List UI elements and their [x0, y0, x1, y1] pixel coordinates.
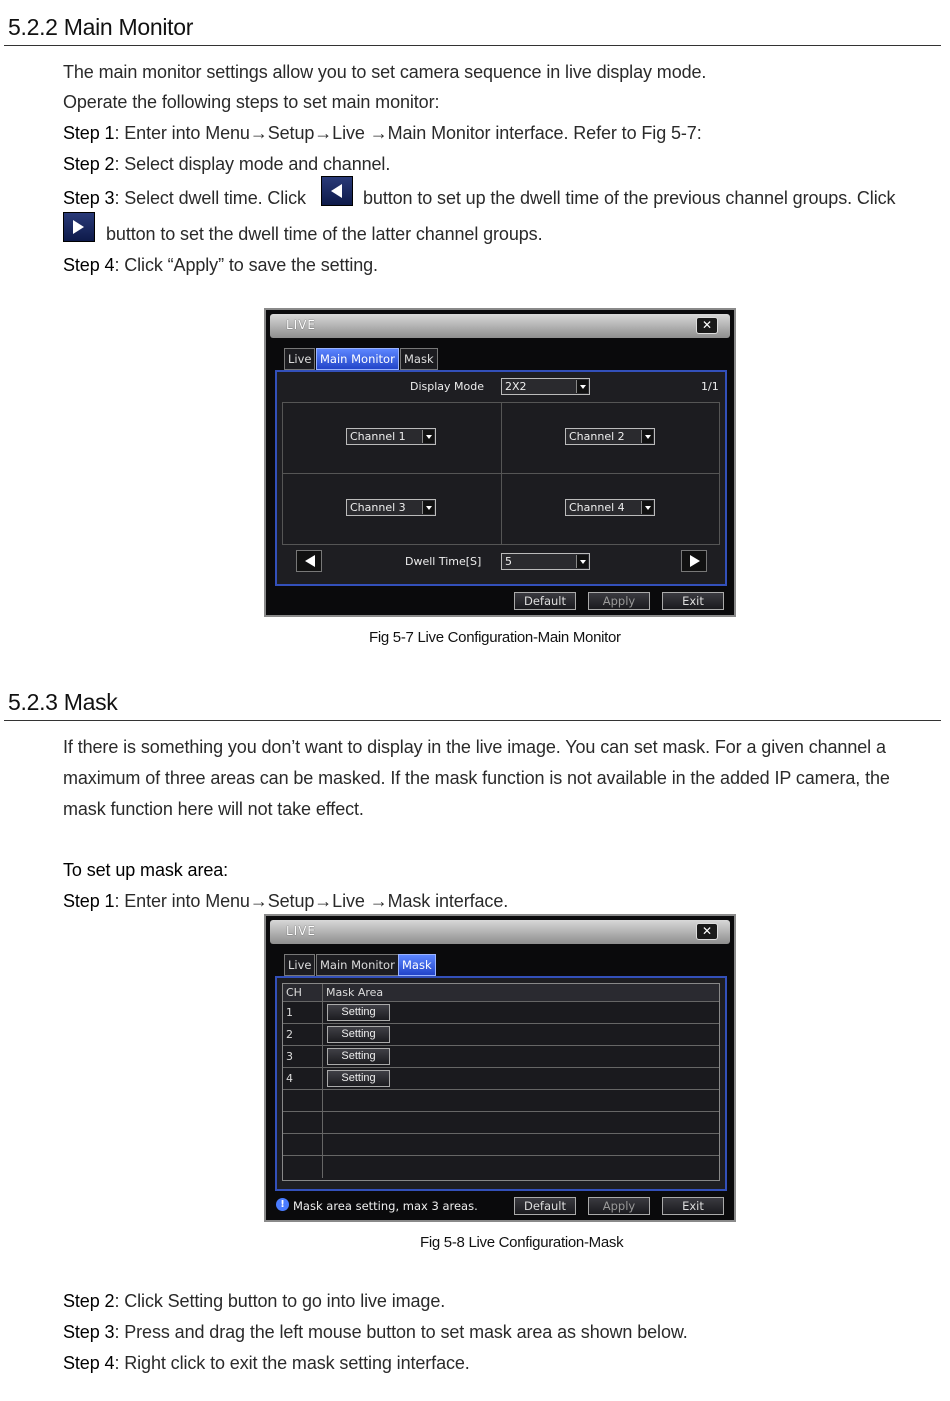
- table-row-empty: [283, 1134, 719, 1156]
- table-row-empty: [283, 1090, 719, 1112]
- section-heading-main-monitor: 5.2.2 Main Monitor: [8, 14, 194, 40]
- prev-group-button[interactable]: [296, 550, 322, 572]
- window-title: LIVE: [286, 924, 317, 938]
- channel-cell: [282, 402, 502, 474]
- table-row-empty: [283, 1156, 719, 1178]
- step-label: Step 3: [63, 188, 115, 208]
- dwell-time-label: Dwell Time[S]: [405, 555, 482, 568]
- row-ch: 2: [283, 1024, 323, 1045]
- table-row: [283, 1046, 719, 1068]
- mask-panel: [275, 976, 727, 1191]
- channel-select-1[interactable]: [346, 428, 436, 445]
- chevron-down-icon: [641, 501, 653, 514]
- status-text: Mask area setting, max 3 areas.: [293, 1199, 478, 1213]
- step-label: Step 3: [63, 1322, 115, 1342]
- exit-button[interactable]: Exit: [662, 592, 724, 610]
- step-label: Step 4: [63, 255, 115, 275]
- figure-caption: Fig 5-8 Live Configuration-Mask: [420, 1234, 624, 1251]
- setting-button[interactable]: Setting: [327, 1070, 390, 1087]
- step-text: : Click “Apply” to save the setting.: [114, 255, 378, 275]
- step-4: [63, 1353, 470, 1374]
- row-area: [323, 1046, 719, 1067]
- channel-select-3[interactable]: [346, 499, 436, 516]
- mask-table: [282, 983, 720, 1181]
- display-mode-value: 2X2: [505, 380, 527, 393]
- display-mode-select[interactable]: [501, 378, 590, 395]
- step-text: : Enter into Menu→Setup→Live →Mask interface.: [114, 891, 509, 911]
- channel-select-4[interactable]: [565, 499, 655, 516]
- setting-button[interactable]: Setting: [327, 1004, 390, 1021]
- setting-button[interactable]: Setting: [327, 1048, 390, 1065]
- live-config-main-monitor-window: [264, 308, 736, 617]
- step-text: : Select display mode and channel.: [114, 154, 391, 174]
- next-arrow-icon: [690, 555, 700, 567]
- chevron-down-icon: [576, 380, 588, 393]
- tab-main-monitor[interactable]: Main Monitor: [316, 348, 399, 370]
- step-text: : Enter into Menu→Setup→Live →Main Monitor interface. Refer to Fig 5-7:: [114, 123, 702, 143]
- display-mode-label: Display Mode: [410, 380, 485, 393]
- chevron-down-icon: [422, 430, 434, 443]
- step-3-cont: button to set up the dwell time of the previous channel groups. Click: [363, 188, 896, 208]
- window-title: LIVE: [286, 318, 317, 332]
- apply-button[interactable]: Apply: [588, 592, 650, 610]
- step-2: [63, 154, 390, 175]
- col-ch: CH: [283, 984, 323, 1001]
- channel-value: Channel 4: [569, 501, 625, 514]
- channel-value: Channel 3: [350, 501, 406, 514]
- row-ch: [283, 1134, 323, 1155]
- step-2: [63, 1291, 445, 1312]
- step-4: [63, 255, 378, 276]
- step-text: : Click Setting button to go into live image.: [114, 1291, 446, 1311]
- chevron-down-icon: [422, 501, 434, 514]
- apply-button[interactable]: Apply: [588, 1197, 650, 1215]
- channel-cell: [501, 473, 720, 545]
- row-area: [323, 1024, 719, 1045]
- step-3-cont: button to set the dwell time of the latter channel groups.: [106, 224, 543, 244]
- dwell-time-value: 5: [505, 555, 512, 568]
- setting-button[interactable]: Setting: [327, 1026, 390, 1043]
- prev-arrow-icon: [305, 555, 315, 567]
- section-heading-mask: 5.2.3 Mask: [8, 689, 118, 715]
- prev-arrow-icon: [321, 176, 353, 206]
- tab-main-monitor[interactable]: Main Monitor: [316, 954, 399, 976]
- step-text: : Right click to exit the mask setting interface.: [114, 1353, 470, 1373]
- step-label: Step 1: [63, 891, 115, 911]
- channel-value: Channel 2: [569, 430, 625, 443]
- next-group-button[interactable]: [681, 550, 707, 572]
- subheading: To set up mask area:: [63, 860, 229, 880]
- tab-live[interactable]: Live: [284, 348, 315, 370]
- row-ch: [283, 1112, 323, 1133]
- channel-cell: [501, 402, 720, 474]
- dwell-time-select[interactable]: [501, 553, 590, 570]
- step-1: [63, 123, 702, 144]
- row-area: [323, 1002, 719, 1023]
- title-bar: [270, 920, 730, 944]
- step-label: Step 2: [63, 1291, 115, 1311]
- step-text: : Press and drag the left mouse button to set mask area as shown below.: [114, 1322, 688, 1342]
- live-config-mask-window: [264, 914, 736, 1222]
- channel-select-2[interactable]: [565, 428, 655, 445]
- table-row: [283, 1068, 719, 1090]
- step-label: Step 2: [63, 154, 115, 174]
- table-row-empty: [283, 1112, 719, 1134]
- paragraph: Operate the following steps to set main monitor:: [63, 92, 440, 112]
- page-indicator: 1/1: [701, 380, 719, 393]
- default-button[interactable]: Default: [514, 592, 576, 610]
- row-area: [323, 1068, 719, 1089]
- default-button[interactable]: Default: [514, 1197, 576, 1215]
- close-icon[interactable]: ✕: [696, 923, 718, 940]
- tab-mask[interactable]: Mask: [398, 954, 436, 976]
- chevron-down-icon: [641, 430, 653, 443]
- title-bar: [270, 314, 730, 338]
- step-3: [63, 1322, 688, 1343]
- step-3: [63, 188, 306, 209]
- table-row: [283, 1002, 719, 1024]
- channel-value: Channel 1: [350, 430, 406, 443]
- step-label: Step 1: [63, 123, 115, 143]
- info-icon: !: [276, 1198, 289, 1211]
- heading-rule: [4, 720, 941, 721]
- step-text: : Select dwell time. Click: [114, 188, 306, 208]
- paragraph: The main monitor settings allow you to set camera sequence in live display mode.: [63, 62, 707, 82]
- step-label: Step 4: [63, 1353, 115, 1373]
- row-ch: 3: [283, 1046, 323, 1067]
- heading-rule: [4, 45, 941, 46]
- table-header: [283, 984, 719, 1002]
- exit-button[interactable]: Exit: [662, 1197, 724, 1215]
- col-mask-area: Mask Area: [326, 986, 384, 999]
- row-ch: 1: [283, 1002, 323, 1023]
- row-ch: [283, 1156, 323, 1178]
- next-arrow-icon: [63, 212, 95, 242]
- channel-cell: [282, 473, 502, 545]
- figure-caption: Fig 5-7 Live Configuration-Main Monitor: [369, 629, 621, 646]
- row-ch: [283, 1090, 323, 1111]
- paragraph: If there is something you don’t want to display in the live image. You can set mask. For a given channel a: [63, 737, 886, 757]
- tab-mask[interactable]: Mask: [400, 348, 438, 370]
- close-icon[interactable]: ✕: [696, 317, 718, 334]
- settings-panel: [275, 370, 727, 586]
- table-row: [283, 1024, 719, 1046]
- paragraph: mask function here will not take effect.: [63, 799, 364, 819]
- step-1: [63, 891, 508, 912]
- chevron-down-icon: [576, 555, 588, 568]
- paragraph: maximum of three areas can be masked. If the mask function is not available in the added IP camera, the: [63, 768, 890, 788]
- row-ch: 4: [283, 1068, 323, 1089]
- tab-live[interactable]: Live: [284, 954, 315, 976]
